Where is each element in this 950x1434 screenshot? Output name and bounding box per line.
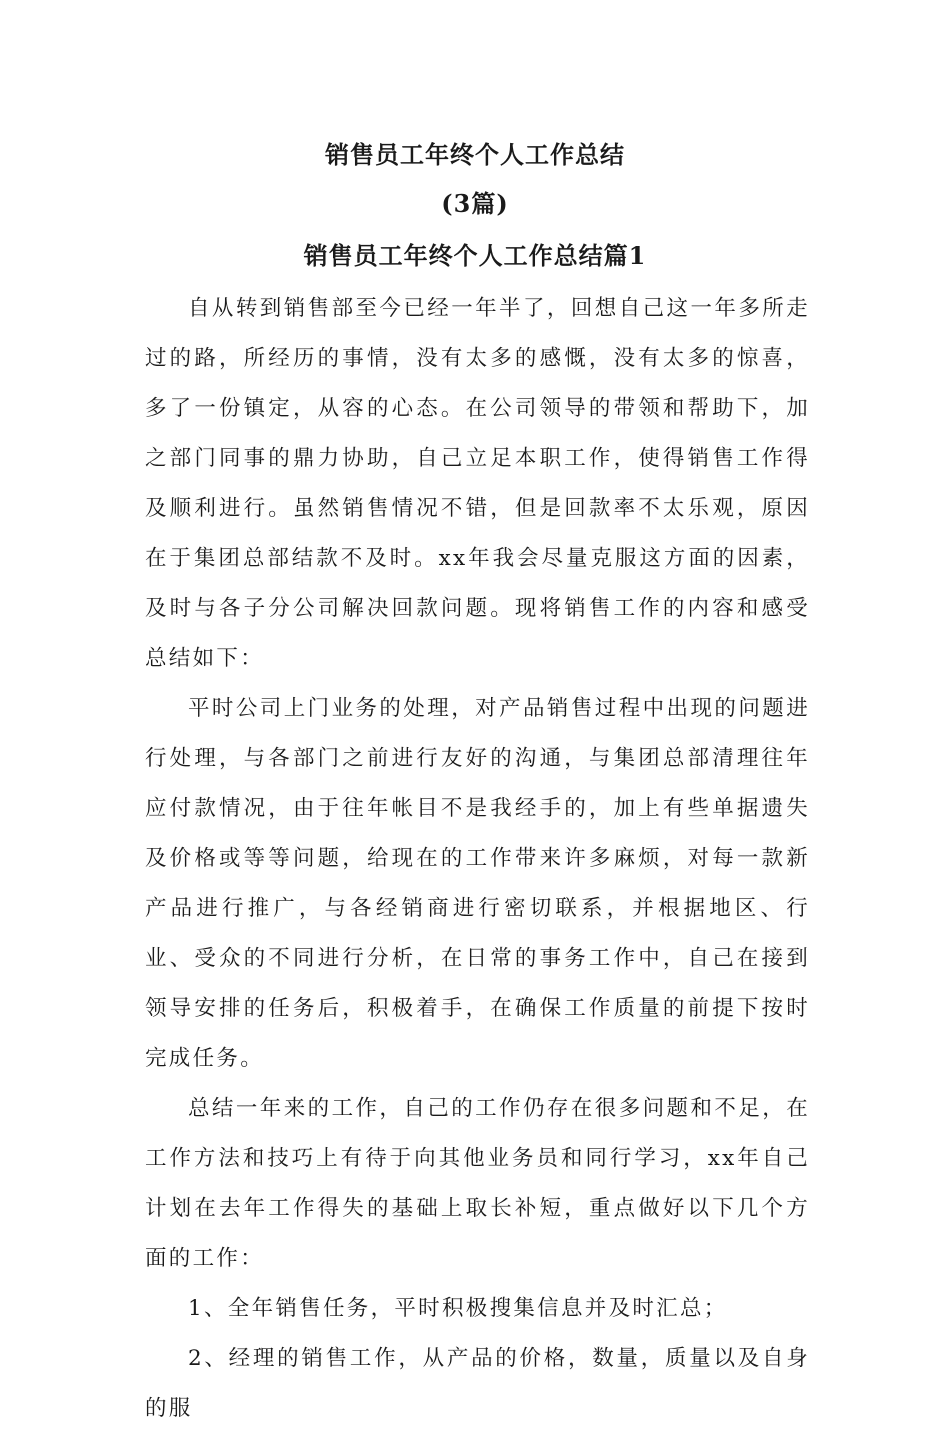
paragraph: 总结一年来的工作，自己的工作仍存在很多问题和不足，在工作方法和技巧上有待于向其他业务员和同行学习，xx年自己计划在去年工作得失的基础上取长补短，重点做好以下几个方面的工作：: [145, 1096, 810, 1271]
section-title: 销售员工年终个人工作总结篇1: [303, 241, 647, 270]
paragraph: 自从转到销售部至今已经一年半了，回想自己这一年多所走过的路，所经历的事情，没有太多的感慨，没有太多的惊喜，多了一份镇定，从容的心态。在公司领导的带领和帮助下，加之部门同事的鼎力协助，自己立足本职工作，使得销售工作得及顺利进行。虽然销售情况不错，但是回款率不太乐观，原因在于集团总部结款不及时。xx年我会尽量克服这方面的因素，及时与各子分公司解决回款问题。现将销售工作的内容和感受总结如下：: [145, 296, 810, 671]
paragraph: 平时公司上门业务的处理，对产品销售过程中出现的问题进行处理，与各部门之前进行友好的沟通，与集团总部清理往年应付款情况，由于往年帐目不是我经手的，加上有些单据遗失及价格或等等问题，给现在的工作带来许多麻烦，对每一款新产品进行推广，与各经销商进行密切联系，并根据地区、行业、受众的不同进行分析，在日常的事务工作中，自己在接到领导安排的任务后，积极着手，在确保工作质量的前提下按时完成任务。: [145, 696, 810, 1071]
document-body: [145, 284, 810, 1434]
document-count-label: (3篇): [441, 189, 509, 218]
document-title: 销售员工年终个人工作总结: [325, 140, 625, 169]
list-item: 1、全年销售任务，平时积极搜集信息并及时汇总；: [188, 1296, 728, 1321]
list-item: 2、经理的销售工作，从产品的价格，数量，质量以及自身的服: [145, 1346, 810, 1421]
